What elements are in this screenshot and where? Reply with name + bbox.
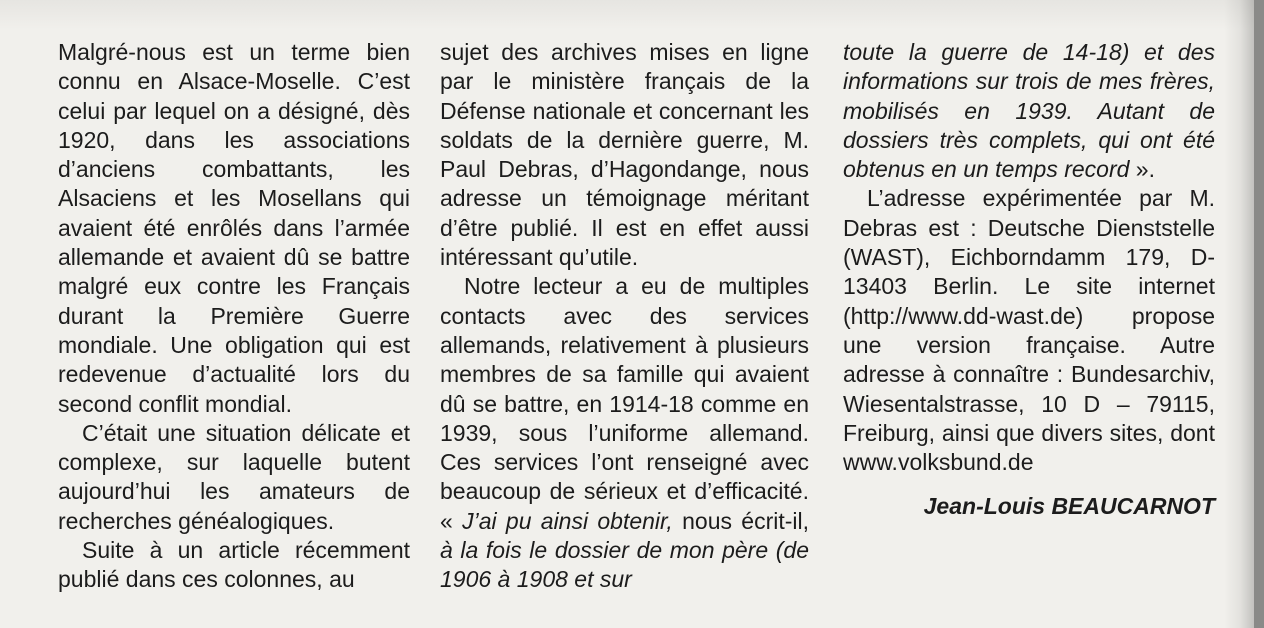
paragraph: L’adresse expérimentée par M. Debras est : Deutsche Dienststelle (WAST), Eichborndamm 179, D-13403 Berlin. Le site internet (http://www.dd-wast.de) propose une version française. Autre adresse à connaître : Bundesarchiv, Wiesentalstrasse, 10 D – 79115, Freiburg, ainsi que divers sites, dont www.volksbund.de (843, 185, 1215, 476)
paragraph: C’était une situation délicate et complexe, sur laquelle butent aujourd’hui les amateurs de recherches généalogiques. (58, 419, 410, 534)
quote-text: J’ai pu ainsi obtenir, (462, 507, 673, 534)
page-edge (1254, 0, 1264, 628)
page-bleed-top (0, 0, 1264, 30)
paragraph-text: Notre lecteur a eu de multiples contacts avec des services allemands, relativement à plusieurs membres de sa famille qui avaient dû se battre, en 1914-18 comme en 1939, sous l’uniforme allemand. Ces services l’ont renseigné avec beaucoup de sérieux et d’efficacité. « (440, 273, 809, 534)
quote-text: à la fois le dossier de mon père (de 1906 à 1908 et sur (440, 537, 809, 593)
article-column-1 (58, 38, 410, 595)
paragraph-text: ». (1129, 156, 1155, 183)
author-signature: Jean-Louis BEAUCARNOT (923, 493, 1215, 519)
quote-text: toute la guerre de 14-18) et des informations sur trois de mes frères, mobilisés en 1939. Autant de dossiers très complets, qui ont été obtenus en un temps record (843, 39, 1215, 183)
paragraph: sujet des archives mises en ligne par le ministère français de la Défense nationale et concernant les soldats de la dernière guerre, M. Paul Debras, d’Hagondange, nous adresse un témoignage méritant d’être publié. Il est en effet aussi intéressant qu’utile. (440, 39, 809, 271)
paragraph: Suite à un article récemment publié dans ces colonnes, au (58, 537, 410, 593)
paragraph: Malgré-nous est un terme bien connu en Alsace-Moselle. C’est celui par lequel on a désigné, dès 1920, dans les associations d’anciens combattants, les Alsaciens et les Mosellans qui avaient été enrôlés dans l’armée allemande et avaient dû se battre malgré eux contre les Français durant la Première Guerre mondiale. Une obligation qui est redevenue d’actualité lors du second conflit mondial. (58, 39, 410, 417)
article-column-2 (440, 38, 809, 595)
paragraph (440, 272, 809, 594)
paragraph (843, 38, 1215, 184)
article-column-3 (843, 38, 1215, 477)
paragraph-text: nous écrit-il, (672, 507, 810, 534)
